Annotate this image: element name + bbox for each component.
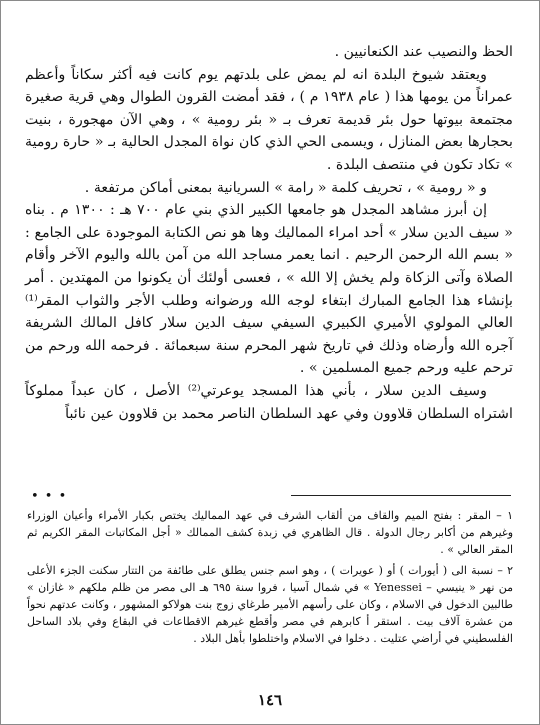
body-paragraph-5: وسيف الدين سلار ، بأني هذا المسجد يوعرتي⁽²⁾ الأصل ، كان عبداً مملوكاً اشتراه السلطان قلاوون وفي عهد السلطان الناصر محمد بن قلاوون عين نائباً	[25, 382, 513, 422]
body-paragraph-3: و « رومية » ، تحريف كلمة « رامة » السريانية بمعنى أماكن مرتفعة .	[84, 179, 487, 196]
body-paragraph-2: ويعتقد شيوخ البلدة انه لم يمض على بلدتهم يوم كانت فيه أكثر سكاناً وأعظم عمراناً من يومها هذا ( عام ١٩٣٨ م ) ، فقد أمضت القرون الطوال وهي قرية صغيرة مجتمعة بيوتها حول بئر قديمة تعرف بـ « بئر رومية » ، وهي الآن مهجورة ، بنيت بحجارها بعض المنازل ، ويسمى الحي الذي كان نواة المجدل الحالية بـ « حارة رومية » تكاد تكون في منتصف البلدة .	[25, 66, 513, 173]
page-number: ١٤٦	[257, 691, 283, 709]
footnotes	[27, 507, 513, 651]
main-text	[25, 41, 513, 425]
footnote-separator	[291, 495, 511, 496]
body-paragraph-1: الحظ والنصيب عند الكنعانيين .	[334, 44, 513, 60]
body-paragraph-4: إن أبرز مشاهد المجدل هو جامعها الكبير الذي بني عام ٧٠٠ هـ : ١٣٠٠ م . بناه « سيف الدين سلار » أحد امراء المماليك وها هو نص الكتابة الموجودة على الجامع : « بسم الله الرحمن الرحيم . انما يعمر مساجد الله من آمن بالله واليوم الآخر وأقام الصلاة وآتى الزكاة ولم يخش إلا الله » ، فعسى أولئك أن يكونوا من المهتدين . أمر بإنشاء هذا الجامع المبارك ابتغاء لوجه الله ورضوانه وطلب الأجر والثواب المقر⁽¹⁾ العالي المولوي الأميري الكبيري السيفي سيف الدين سلار كافل المالك الشريفة آجره الله وأرضاه وذلك في تاريخ شهر المحرم سنة سبعمائة . فرحمه الله ورحم من ترحم عليه ورحم جميع المسلمين » .	[25, 202, 513, 377]
continuation-dots: • • •	[31, 489, 68, 504]
footnote-1: ١ – المقر : بفتح الميم والقاف من ألقاب الشرف في عهد المماليك يختص بكبار الأمراء وأعيان الوزراء وغيرهم من أكابر رجال الدولة . قال الظاهري في زبدة كشف الممالك « أجل المكاتبات المقر الكريم ثم المقر العالي » .	[27, 509, 513, 557]
footnote-2: ٢ – نسبة الى ( أيورات ) أو ( عويرات ) ، وهو اسم جنس يطلق على طائفة من التتار سكنت الجزء الأعلى من نهر « ينيسي – Yenessei » في شمال آسيا ، فروا سنة ٦٩٥ هـ الى مصر من ظلم ملكهم « غازان » طالبين الدخول في الاسلام ، وكان على رأسهم الأمير طرغاي زوج بنت هولاكو المشهور ، وكانت عدتهم نحواً من عشرة آلاف بيت . استقر أ كابرهم في مصر وأقطع غيرهم الاقطاعات في البقاع وفي بلاد الساحل الفلسطيني في أراضي عتليت . دخلوا في الاسلام واختلطوا بأهل البلاد .	[27, 563, 513, 646]
